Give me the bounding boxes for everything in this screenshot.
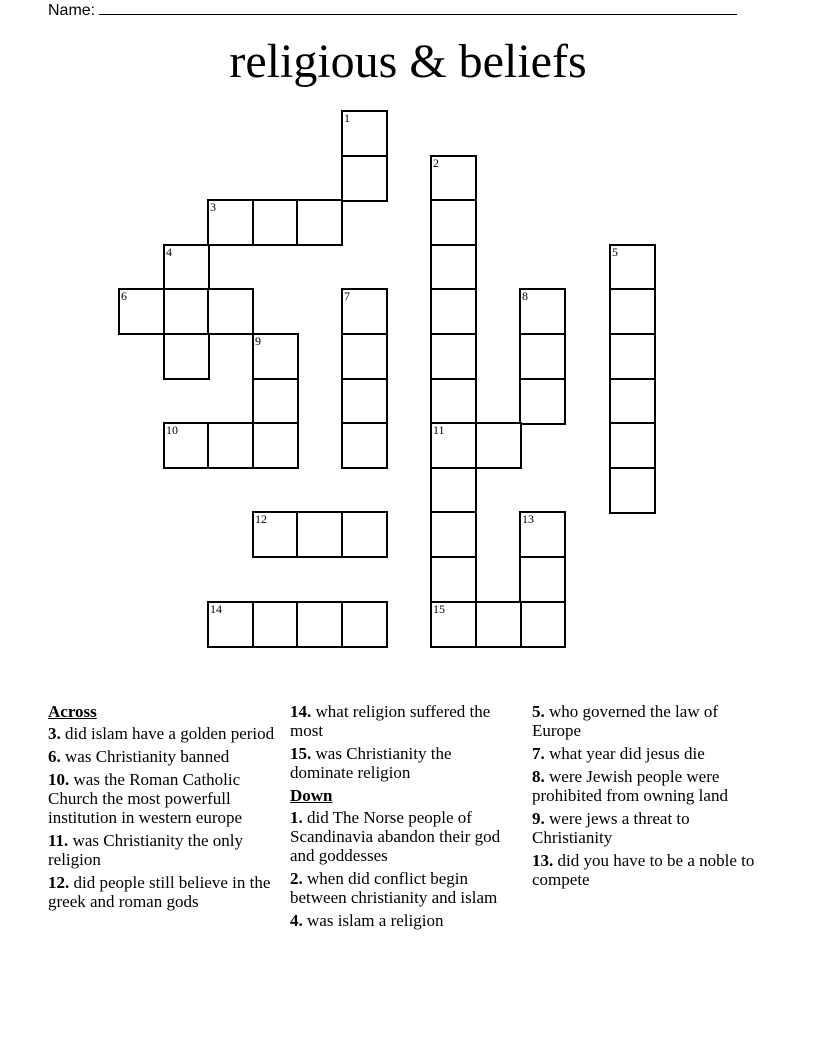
grid-cell[interactable] [430,333,477,380]
grid-cell[interactable] [609,378,656,425]
grid-cell[interactable] [519,333,566,380]
grid-cell[interactable] [296,601,343,648]
grid-cell[interactable] [252,333,299,380]
grid-cell[interactable] [252,422,299,469]
grid-cell[interactable] [430,199,477,246]
clue-across-3: 3. did islam have a golden period [48,724,275,743]
grid-cell[interactable] [252,601,299,648]
grid-cell[interactable] [609,467,656,514]
clue-down-5: 5. who governed the law of Europe [532,702,719,740]
clue-across-15: 15. was Christianity the dominate religion [290,744,452,782]
grid-cell[interactable] [296,511,343,558]
grid-cell[interactable] [341,378,388,425]
clue-down-13: 13. did you have to be a noble to compete [532,851,755,889]
clue-number: 3 [210,200,216,214]
grid-cell[interactable] [430,511,477,558]
grid-cell[interactable] [430,288,477,335]
grid-cell[interactable] [519,378,566,425]
grid-cell[interactable] [341,155,388,202]
clue-across-11: 11. was Christianity the only religion [48,831,244,869]
clue-number: 2 [433,156,439,170]
grid-cell[interactable] [118,288,165,335]
page-title: religious & beliefs [229,35,587,88]
grid-cell[interactable] [207,288,254,335]
clue-number: 10 [166,423,178,437]
grid-cell[interactable] [207,601,254,648]
clue-down-7: 7. what year did jesus die [532,744,705,763]
grid-cell[interactable] [609,422,656,469]
clue-down-8: 8. were Jewish people were prohibited from owning land [532,767,728,805]
grid-cell[interactable] [252,199,299,246]
clue-down-9: 9. were jews a threat to Christianity [532,809,690,847]
grid-cell[interactable] [296,199,343,246]
clue-down-2: 2. when did conflict begin between christianity and islam [290,869,498,907]
grid-cell[interactable] [609,288,656,335]
clue-number: 6 [121,289,127,303]
across-heading: Across [48,702,97,721]
grid-cell[interactable] [341,333,388,380]
down-heading: Down [290,786,333,805]
clue-number: 5 [612,245,618,259]
clue-number: 1 [344,111,350,125]
grid-cell[interactable] [163,333,210,380]
clue-number: 12 [255,512,267,526]
clue-across-14: 14. what religion suffered the most [290,702,491,740]
grid-cell[interactable] [609,333,656,380]
grid-cell[interactable] [341,601,388,648]
grid-cell[interactable] [430,422,477,469]
grid-cell[interactable] [475,601,522,648]
grid-cell[interactable] [430,601,477,648]
grid-cell[interactable] [252,378,299,425]
clue-number: 14 [210,602,222,616]
grid-cell[interactable] [430,244,477,291]
clue-across-6: 6. was Christianity banned [48,747,230,766]
grid-cell[interactable] [430,155,477,202]
grid-cell[interactable] [609,244,656,291]
grid-cell[interactable] [207,422,254,469]
grid-cell[interactable] [341,110,388,157]
clue-number: 7 [344,289,350,303]
grid-cell[interactable] [163,244,210,291]
grid-cell[interactable] [163,422,210,469]
clue-number: 15 [433,602,445,616]
clue-number: 11 [433,423,445,437]
clue-number: 13 [522,512,534,526]
clues-column-1 [48,702,276,915]
grid-cell[interactable] [475,422,522,469]
clue-down-1: 1. did The Norse people of Scandinavia abandon their god and goddesses [290,808,501,865]
grid-cell[interactable] [519,511,566,558]
name-label: Name: [48,2,96,19]
clue-down-4: 4. was islam a religion [290,911,444,930]
grid-cell[interactable] [430,556,477,603]
grid-cell[interactable] [430,378,477,425]
grid-cell[interactable] [430,467,477,514]
clues-column-3 [532,702,768,893]
clue-number: 9 [255,334,261,348]
clue-across-10: 10. was the Roman Catholic Church the most powerfull institution in western europe [48,770,243,827]
grid-cell[interactable] [519,288,566,335]
clue-across-12: 12. did people still believe in the greek and roman gods [48,873,271,911]
grid-cell[interactable] [341,511,388,558]
grid-cell[interactable] [519,556,566,603]
grid-cell[interactable] [341,288,388,335]
clue-number: 8 [522,289,528,303]
grid-cell[interactable] [252,511,299,558]
grid-cell[interactable] [163,288,210,335]
grid-cell[interactable] [519,601,566,648]
clues-column-2 [290,702,512,934]
grid-cell[interactable] [341,422,388,469]
clue-number: 4 [166,245,172,259]
grid-cell[interactable] [207,199,254,246]
